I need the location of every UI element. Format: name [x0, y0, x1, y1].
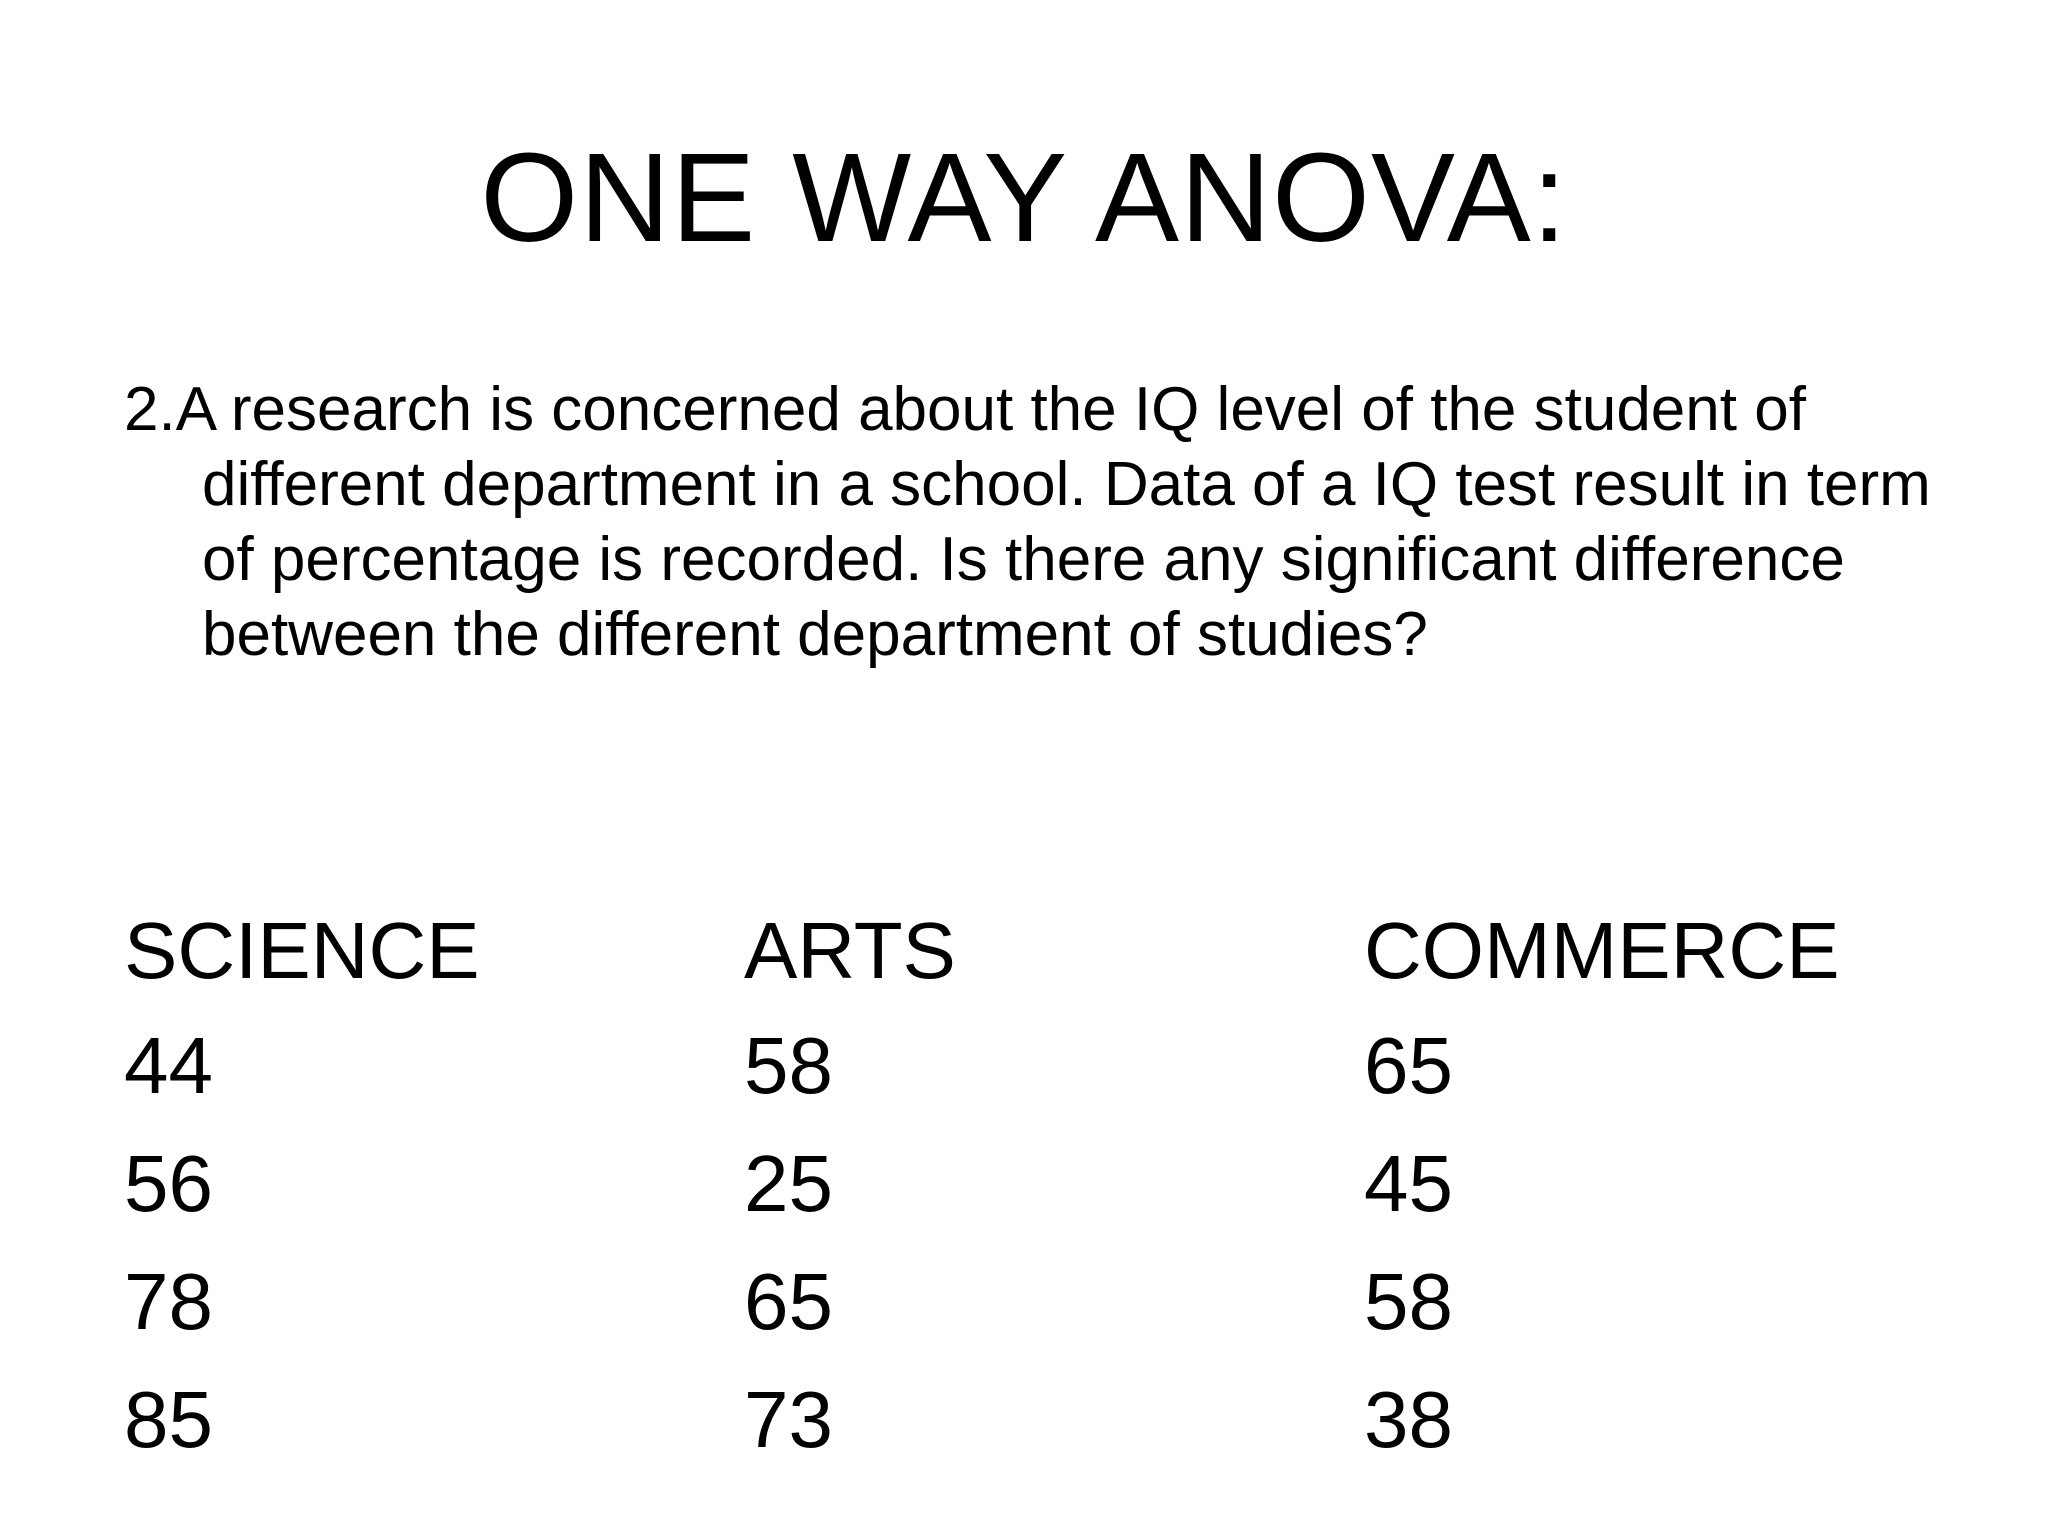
- cell-commerce: 58: [1364, 1257, 1453, 1346]
- slide-title: ONE WAY ANOVA:: [480, 127, 1568, 268]
- cell-science: 78: [124, 1257, 213, 1346]
- cell-arts: 65: [744, 1257, 833, 1346]
- cell-science: 56: [124, 1139, 213, 1228]
- table-row: [124, 1243, 1924, 1361]
- header-science: SCIENCE: [124, 906, 480, 995]
- table-header-row: [124, 895, 1924, 1007]
- cell-science: 44: [124, 1021, 213, 1110]
- cell-commerce: 45: [1364, 1139, 1453, 1228]
- cell-arts: 25: [744, 1139, 833, 1228]
- header-arts: ARTS: [744, 906, 956, 995]
- cell-commerce: 65: [1364, 1021, 1453, 1110]
- cell-commerce: 38: [1364, 1375, 1453, 1464]
- table-row: [124, 1125, 1924, 1243]
- cell-science: 85: [124, 1375, 213, 1464]
- question-text: 2.A research is concerned about the IQ level of the student of different department in a school. Data of a IQ test result in term of percentage is recorded. Is there any significant difference between the different department of studies?: [124, 375, 1931, 669]
- cell-arts: 58: [744, 1021, 833, 1110]
- iq-data-table: [124, 895, 1924, 1479]
- cell-arts: 73: [744, 1375, 833, 1464]
- header-commerce: COMMERCE: [1364, 906, 1840, 995]
- table-row: [124, 1007, 1924, 1125]
- table-row: [124, 1361, 1924, 1479]
